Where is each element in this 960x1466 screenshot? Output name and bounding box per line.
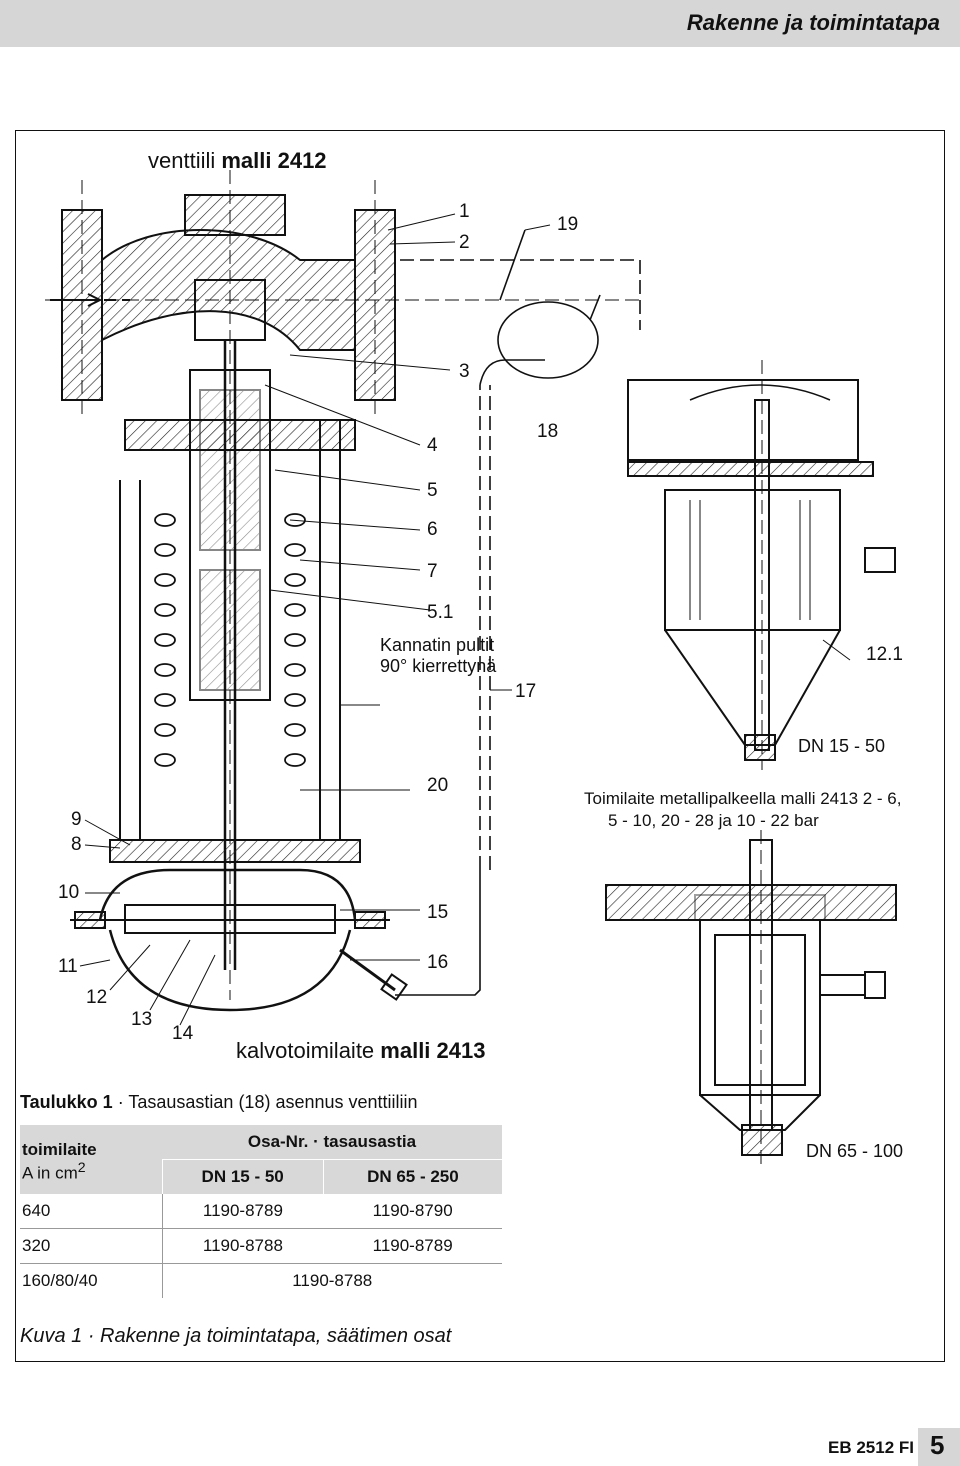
label-17: 17 [515, 681, 537, 702]
table-1 [20, 1092, 502, 1298]
label-10: 10 [58, 882, 80, 903]
label-12: 12 [86, 987, 108, 1008]
cell-small: 1190-8788 [162, 1229, 323, 1264]
metal-bellows-note-line1: Toimilaite metallipalkeella malli 2413 2 - 6, [584, 789, 902, 808]
label-5: 5 [427, 480, 438, 501]
large-actuator-drawing [606, 830, 896, 1170]
figure-caption: Kuva 1 · Rakenne ja toimintatapa, säätimen osat [20, 1325, 452, 1347]
label-6: 6 [427, 519, 438, 540]
label-11: 11 [58, 956, 78, 977]
parts-table [20, 1125, 502, 1298]
diaphragm-actuator-drawing [70, 870, 407, 1010]
col-dn-large: DN 65 - 250 [323, 1160, 502, 1195]
col-area: A in $cm^2$ [20, 1160, 162, 1195]
label-1: 1 [459, 201, 470, 222]
metal-bellows-actuator-drawing [628, 360, 895, 770]
table-caption: Taulukko 1 · Tasausastian (18) asennus venttiiliin [20, 1092, 418, 1112]
table-row [20, 1194, 502, 1229]
bellows-column-drawing [110, 340, 360, 970]
label-16: 16 [427, 952, 449, 973]
cell-large: 1190-8790 [372, 1201, 453, 1220]
cell-merged: 1190-8788 [162, 1264, 502, 1299]
size-label-large: DN 65 - 100 [806, 1141, 904, 1161]
label-8: 8 [71, 834, 82, 855]
page-header-title: Rakenne ja toimintatapa [686, 10, 940, 35]
label-15: 15 [427, 902, 449, 923]
col-partno: Osa-Nr. · tasausastia [162, 1125, 502, 1160]
page-number: 5 [930, 1430, 945, 1460]
actuator-title: kalvotoimilaite malli 2413 [236, 1038, 486, 1063]
cell-area: 160/80/40 [22, 1271, 98, 1290]
note-bolts-line1: Kannatin pultit [380, 635, 495, 655]
label-20: 20 [427, 775, 449, 796]
label-7: 7 [427, 561, 438, 582]
label-18: 18 [537, 421, 559, 442]
valve-title: venttiili malli 2412 [148, 148, 327, 173]
table-row [20, 1229, 502, 1264]
doc-code: EB 2512 FI [828, 1438, 914, 1457]
label-9: 9 [71, 809, 82, 830]
label-5-1: 5.1 [427, 602, 454, 623]
label-3: 3 [459, 361, 470, 382]
table-row [20, 1264, 502, 1299]
label-4: 4 [427, 435, 438, 456]
metal-bellows-note-line2: 5 - 10, 20 - 28 ja 10 - 22 bar [608, 811, 819, 830]
col-dn-small: DN 15 - 50 [162, 1160, 323, 1195]
label-13: 13 [131, 1009, 153, 1030]
cell-large: 1190-8789 [372, 1236, 453, 1255]
label-14: 14 [172, 1023, 194, 1044]
label-2: 2 [459, 232, 470, 253]
size-label-small: DN 15 - 50 [798, 736, 886, 756]
table-header-row [20, 1125, 502, 1160]
label-12-1: 12.1 [866, 644, 903, 665]
note-bolts-line2: 90° kierrettynä [380, 656, 497, 676]
cell-area: 320 [22, 1236, 51, 1255]
col-actuator: toimilaite [20, 1125, 162, 1160]
cell-small: 1190-8789 [162, 1194, 323, 1229]
cell-area: 640 [22, 1201, 51, 1220]
label-19: 19 [557, 214, 579, 235]
table-subheader-row [20, 1160, 502, 1195]
